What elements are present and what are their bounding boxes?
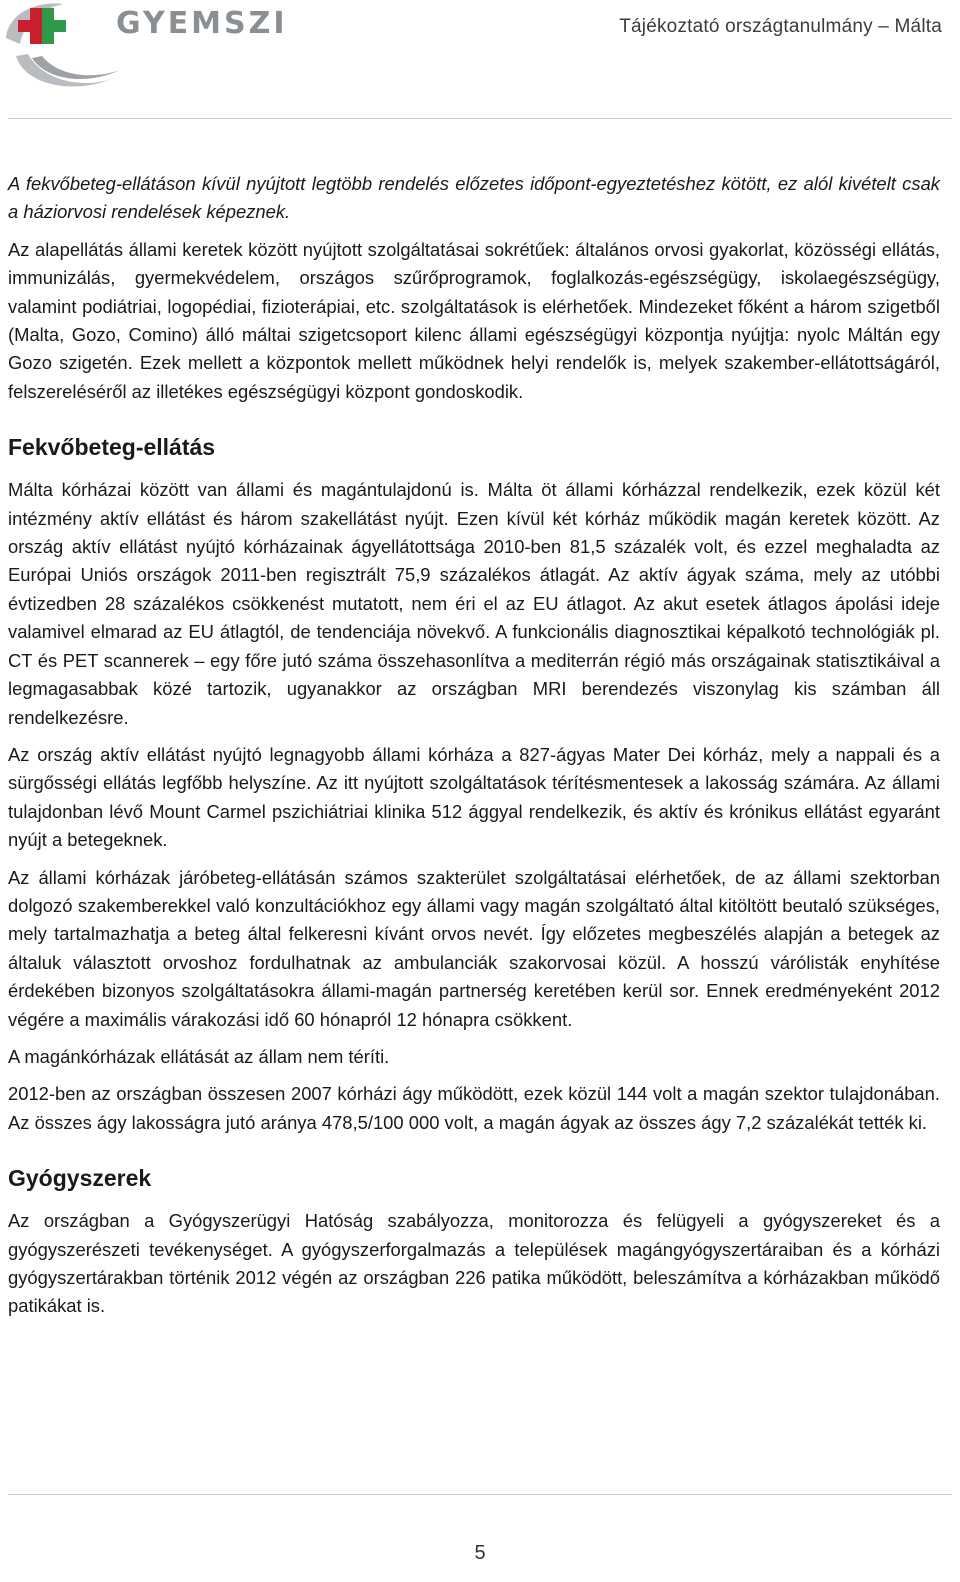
paragraph: Az országban a Gyógyszerügyi Hatóság szabályozza, monitorozza és felügyeli a gyógyszereket és a gyógyszerészeti tevékenységet. A gyógyszerforgalmazás a települések magángyógyszertáraiban és a kórházi gyógyszertárakban történik 2012 végén az országban 226 patika működött, beleszámítva a kórházakban működő patikákat is. bbox=[8, 1210, 940, 1317]
page-header bbox=[0, 0, 960, 120]
brand-name: GYEMSZI bbox=[116, 6, 288, 41]
footer-divider bbox=[8, 1494, 952, 1495]
paragraph: Málta kórházai között van állami és magántulajdonú is. Málta öt állami kórházzal rendelkezik, ezek közül két intézmény aktív ellátást és három szakellátást nyújt. Ezen kívül két kórház működik magán keretek között. Az ország aktív ellátást nyújtó kórházainak ágyellátottsága 2010-ben 81,5 százalék volt, és ezzel meghaladta az Európai Uniós országok 2011-ben regisztrált 75,9 százalékos átlagát. Az aktív ágyak száma, mely az utóbbi évtizedben 28 százalékos csökkenést mutatott, nem éri el az EU átlagot. Az akut esetek átlagos ápolási ideje valamivel elmarad az EU átlagtól, de tendenciája növekvő. A funkcionális diagnosztikai képalkotó technológiák pl. CT és PET scannerek – egy főre jutó száma összehasonlítva a mediterrán régió más országainak statisztikáival a legmagasabbak közé tartozik, ugyanakkor az országban MRI berendezés viszonylag kis számban áll rendelkezésre. bbox=[8, 479, 940, 728]
paragraph: Az ország aktív ellátást nyújtó legnagyobb állami kórháza a 827-ágyas Mater Dei kórház, mely a nappali és a sürgősségi ellátás legfőbb helyszíne. Az itt nyújtott szolgáltatások térítésmentesek a lakosság számára. Az állami tulajdonban lévő Mount Carmel pszichiátriai klinika 512 ággyal rendelkezik, és aktív és krónikus ellátást egyaránt nyújt a betegeknek. bbox=[8, 743, 940, 851]
section-heading: Fekvőbeteg-ellátás bbox=[8, 434, 216, 461]
paragraph: A fekvőbeteg-ellátáson kívül nyújtott legtöbb rendelés előzetes időpont-egyeztetéshez kötött, ez alól kivételt csak a háziorvosi rendelések képeznek. bbox=[8, 173, 940, 223]
document-title: Tájékoztató országtanulmány – Málta bbox=[619, 16, 942, 37]
document-body bbox=[8, 170, 940, 1321]
paragraph: 2012-ben az országban összesen 2007 kórházi ágy működött, ezek közül 144 volt a magán szektor tulajdonában. Az összes ágy lakosságra jutó aránya 478,5/100 000 volt, a magán ágyak az összes ágy 7,2 százalékát tették ki. bbox=[8, 1083, 940, 1133]
paragraph: Az alapellátás állami keretek között nyújtott szolgáltatásai sokrétűek: általános orvosi gyakorlat, közösségi ellátás, immunizálás, gyermekvédelem, országos szűrőprogramok, foglalkozás-egészségügy, iskolaegészségügy, valamint podiátriai, logopédiai, fizioterápiai, etc. szolgáltatások is elérhetőek. Mindezeket főként a három szigetből (Malta, Gozo, Comino) álló máltai szigetcsoport kilenc állami egészségügyi központja nyújtja: nyolc Máltán egy Gozo szigetén. Ezek mellett a központok mellett működnek helyi rendelők is, melyek szakember-ellátottságáról, felszereléséről az illetékes egészségügyi központ gondoskodik. bbox=[8, 238, 940, 402]
gyemszi-logo-icon bbox=[2, 0, 132, 96]
header-divider bbox=[8, 118, 952, 119]
paragraph: Az állami kórházak járóbeteg-ellátásán számos szakterület szolgáltatásai elérhetőek, de az állami szektorban dolgozó szakemberekkel való konzultációkhoz egy állami vagy magán szolgáltató által kitöltött beutaló szükséges, mely tartalmazhatja a beteg által felkeresni kívánt orvos nevét. Így előzetes megbeszélés alapján a betegek az általuk választott orvoshoz fordulhatnak az ambulanciák szakorvosai közül. A hosszú várólisták enyhítése érdekében bizonyos szolgáltatásokra állami-magán partnerség keretében kerül sor. Ennek eredményeként 2012 végére a maximális várakozási idő 60 hónapról 12 hónapra csökkent. bbox=[8, 866, 940, 1030]
page-number: 5 bbox=[474, 1542, 486, 1564]
paragraph: A magánkórházak ellátását az állam nem téríti. bbox=[8, 1045, 390, 1067]
section-heading: Gyógyszerek bbox=[8, 1165, 152, 1192]
